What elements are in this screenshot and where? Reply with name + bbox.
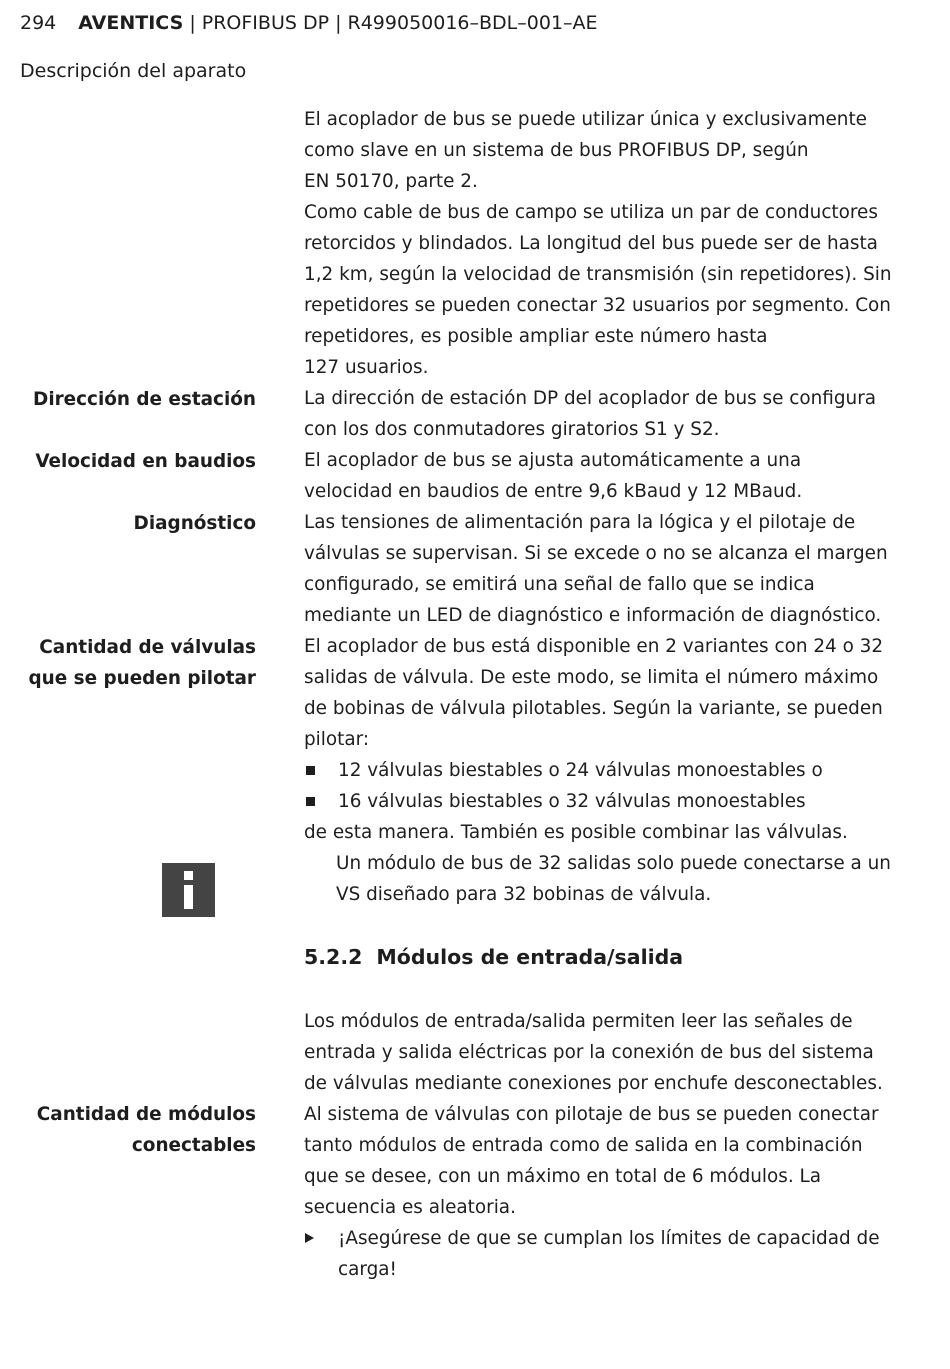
paragraph-diagnostics: Las tensiones de alimentación para la lógica y el pilotaje de válvulas se supervisan. Si se excede o no se alcanza el margen configurado, se emitirá una señal de fallo que se indica mediante un LED de diagnóstico e información de diagnóstico. [304, 512, 888, 626]
paragraph-intro-2: EN 50170, parte 2. [304, 171, 478, 192]
paragraph-io-count: Al sistema de válvulas con pilotaje de bus se pueden conectar tanto módulos de entrada como de salida en la combinación que se desee, con un máximo en total de 6 módulos. La secuencia es aleatoria. [304, 1104, 879, 1218]
subsection-heading [304, 945, 683, 969]
square-bullet-icon [306, 766, 315, 775]
side-label-station: Dirección de estación [33, 389, 256, 410]
info-note-text: Un módulo de bus de 32 salidas solo puede conectarse a un VS diseñado para 32 bobinas de válvula. [336, 853, 891, 905]
paragraph-station: La dirección de estación DP del acoplador de bus se configura con los dos conmutadores giratorios S1 y S2. [304, 388, 877, 440]
paragraph-intro-3: Como cable de bus de campo se utiliza un par de conductores retorcidos y blindados. La longitud del bus puede ser de hasta 1,2 km, según la velocidad de transmisión (sin repetidores). Sin repetidores se pueden conectar 32 usuarios por segmento. Con repetidores, es posible ampliar este número hasta [304, 202, 892, 347]
subsection-number: 5.2.2 [304, 945, 363, 969]
main-text [304, 104, 894, 910]
paragraph-io-intro: Los módulos de entrada/salida permiten leer las señales de entrada y salida eléctricas por la conexión de bus del sistema de válvulas mediante conexiones por enchufe desconectables. [304, 1011, 883, 1094]
square-bullet-icon [306, 797, 315, 806]
action-item: ¡Asegúrese de que se cumplan los límites de capacidad de carga! [304, 1223, 894, 1285]
paragraph-valves: El acoplador de bus está disponible en 2 variantes con 24 o 32 salidas de válvula. De este modo, se limita el número máximo de bobinas de válvula pilotables. Según la variante, se pueden pilotar: [304, 636, 884, 750]
bullet-item: 16 válvulas biestables o 32 válvulas monoestables [304, 786, 894, 817]
paragraph-valves-after: de esta manera. También es posible combinar las válvulas. [304, 822, 848, 843]
side-label-diagnostics: Diagnóstico [133, 513, 256, 534]
subsection-title: Módulos de entrada/salida [376, 945, 684, 969]
side-label-module-count: Cantidad de módulos conectables [36, 1104, 256, 1156]
info-icon [162, 863, 215, 917]
page-header [20, 12, 598, 34]
side-label-baud: Velocidad en baudios [35, 451, 256, 472]
bullet-item: 12 válvulas biestables o 24 válvulas monoestables o [304, 755, 894, 786]
document-info: | PROFIBUS DP | R499050016–BDL–001–AE [183, 12, 598, 34]
brand-name: AVENTICS [78, 12, 184, 34]
page-number: 294 [20, 12, 57, 34]
side-label-valves: Cantidad de válvulas que se pueden pilotar [28, 637, 256, 689]
io-text [304, 1006, 894, 1285]
paragraph-intro-4: 127 usuarios. [304, 357, 429, 378]
triangle-bullet-icon [305, 1233, 314, 1243]
paragraph-intro-1: El acoplador de bus se puede utilizar única y exclusivamente como slave en un sistema de bus PROFIBUS DP, según [304, 109, 867, 161]
section-title: Descripción del aparato [20, 60, 247, 82]
paragraph-baud: El acoplador de bus se ajusta automáticamente a una velocidad en baudios de entre 9,6 kBaud y 12 MBaud. [304, 450, 803, 502]
